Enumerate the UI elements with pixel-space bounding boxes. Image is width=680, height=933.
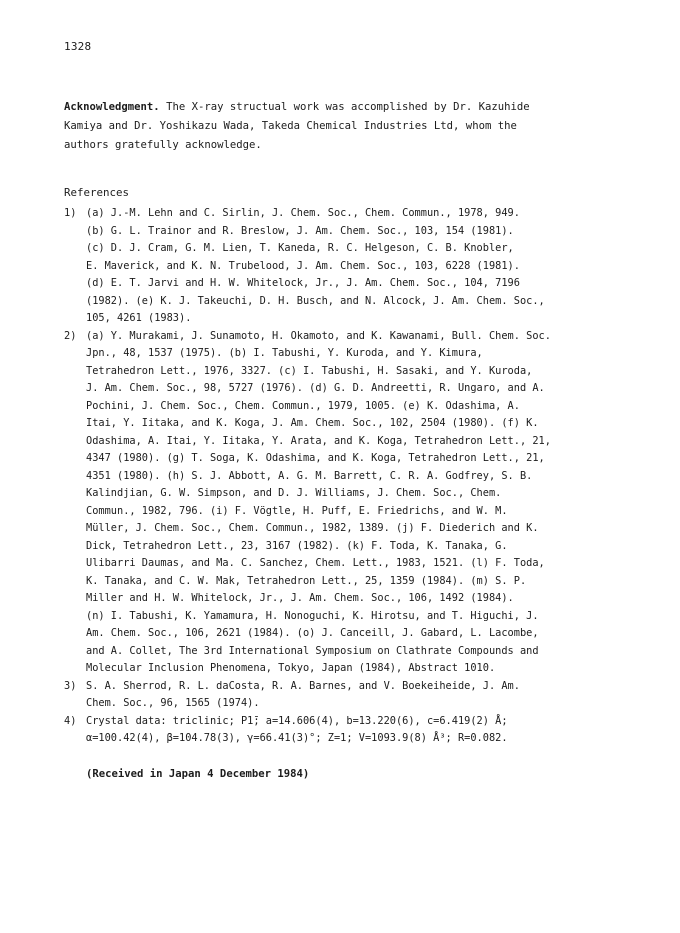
reference-number: 2) [64, 329, 77, 342]
reference-line: Dick, Tetrahedron Lett., 23, 3167 (1982). (k) F. Toda, K. Tanaka, G. [86, 539, 508, 552]
reference-line: (1982). (e) K. J. Takeuchi, D. H. Busch, and N. Alcock, J. Am. Chem. Soc., [86, 294, 545, 307]
received-date: (Received in Japan 4 December 1984) [86, 768, 310, 780]
reference-line: (a) J.-M. Lehn and C. Sirlin, J. Chem. Soc., Chem. Commun., 1978, 949. [86, 207, 520, 219]
reference-line: 4347 (1980). (g) T. Soga, K. Odashima, and K. Koga, Tetrahedron Lett., 21, [86, 452, 545, 464]
reference-line: (d) E. T. Jarvi and H. W. Whitelock, Jr., J. Am. Chem. Soc., 104, 7196 [86, 277, 520, 289]
reference-line: Crystal data: triclinic; P1̄; a=14.606(4), b=13.220(6), c=6.419(2) Å; [86, 714, 508, 727]
reference-line: Chem. Soc., 96, 1565 (1974). [86, 697, 260, 709]
reference-line: (a) Y. Murakami, J. Sunamoto, H. Okamoto, and K. Kawanami, Bull. Chem. Soc. [86, 329, 551, 342]
reference-line: Jpn., 48, 1537 (1975). (b) I. Tabushi, Y. Kuroda, and Y. Kimura, [86, 347, 483, 359]
reference-line: and A. Collet, The 3rd International Symposium on Clathrate Compounds and [86, 644, 539, 657]
page-number: 1328 [64, 40, 92, 53]
reference-item [64, 713, 654, 748]
reference-line: K. Tanaka, and C. W. Mak, Tetrahedron Lett., 25, 1359 (1984). (m) S. P. [86, 574, 527, 587]
acknowledgment-line [64, 98, 624, 117]
acknowledgment-line: authors gratefully acknowledge. [64, 139, 262, 151]
reference-item [64, 328, 654, 678]
reference-line: Miller and H. W. Whitelock, Jr., J. Am. Chem. Soc., 106, 1492 (1984). [86, 592, 514, 604]
reference-line: S. A. Sherrod, R. L. daCosta, R. A. Barnes, and V. Boekeiheide, J. Am. [86, 679, 520, 692]
reference-line: Müller, J. Chem. Soc., Chem. Commun., 1982, 1389. (j) F. Diederich and K. [86, 522, 539, 534]
references-list [64, 205, 654, 748]
acknowledgment-text: The X-ray structual work was accomplished by Dr. Kazuhide [166, 101, 530, 113]
reference-item [64, 205, 654, 328]
acknowledgment-heading: Acknowledgment. [64, 101, 160, 113]
reference-line: J. Am. Chem. Soc., 98, 5727 (1976). (d) G. D. Andreetti, R. Ungaro, and A. [86, 382, 545, 394]
reference-line: 105, 4261 (1983). [86, 312, 192, 324]
reference-line: 4351 (1980). (h) S. J. Abbott, A. G. M. Barrett, C. R. A. Godfrey, S. B. [86, 469, 533, 482]
reference-line: (n) I. Tabushi, K. Yamamura, H. Nonoguchi, K. Hirotsu, and T. Higuchi, J. [86, 609, 539, 622]
reference-number: 4) [64, 714, 77, 727]
reference-line: Am. Chem. Soc., 106, 2621 (1984). (o) J. Canceill, J. Gabard, L. Lacombe, [86, 627, 539, 639]
reference-line: Itai, Y. Iitaka, and K. Koga, J. Am. Chem. Soc., 102, 2504 (1980). (f) K. [86, 417, 539, 429]
reference-line: Tetrahedron Lett., 1976, 3327. (c) I. Tabushi, H. Sasaki, and Y. Kuroda, [86, 364, 533, 377]
reference-item [64, 678, 654, 713]
reference-line: Odashima, A. Itai, Y. Iitaka, Y. Arata, and K. Koga, Tetrahedron Lett., 21, [86, 434, 551, 447]
reference-line: (c) D. J. Cram, G. M. Lien, T. Kaneda, R. C. Helgeson, C. B. Knobler, [86, 242, 514, 254]
reference-line: E. Maverick, and K. N. Trubelood, J. Am. Chem. Soc., 103, 6228 (1981). [86, 259, 520, 272]
reference-number: 1) [64, 207, 77, 219]
reference-line: α=100.42(4), β=104.78(3), γ=66.41(3)°; Z=1; V=1093.9(8) Å³; R=0.082. [86, 732, 508, 744]
reference-number: 3) [64, 679, 77, 692]
acknowledgment-section [64, 98, 624, 155]
reference-line: Pochini, J. Chem. Soc., Chem. Commun., 1979, 1005. (e) K. Odashima, A. [86, 399, 520, 412]
references-heading: References [64, 186, 130, 199]
acknowledgment-line: Kamiya and Dr. Yoshikazu Wada, Takeda Chemical Industries Ltd, whom the [64, 120, 517, 132]
reference-line: Commun., 1982, 796. (i) F. Vögtle, H. Puff, E. Friedrichs, and W. M. [86, 504, 508, 517]
reference-line: Kalindjian, G. W. Simpson, and D. J. Williams, J. Chem. Soc., Chem. [86, 487, 502, 499]
reference-line: (b) G. L. Trainor and R. Breslow, J. Am. Chem. Soc., 103, 154 (1981). [86, 224, 514, 237]
reference-line: Ulibarri Daumas, and Ma. C. Sanchez, Chem. Lett., 1983, 1521. (l) F. Toda, [86, 557, 545, 569]
reference-line: Molecular Inclusion Phenomena, Tokyo, Japan (1984), Abstract 1010. [86, 662, 496, 674]
